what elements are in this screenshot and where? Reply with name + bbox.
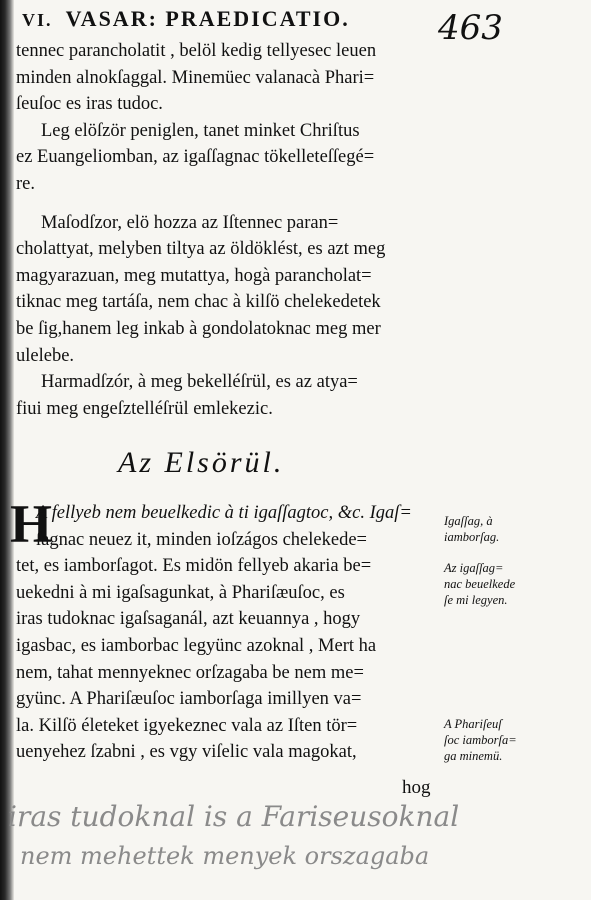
header-title: VASAR: PRAEDICATIO. bbox=[65, 6, 350, 31]
header-roman-numeral: VI. bbox=[22, 10, 53, 30]
text-line: ulelebe. bbox=[16, 345, 75, 366]
text-line: Leg elöſzör peniglen, tanet minket Chriſtus bbox=[41, 120, 360, 141]
text-line: be ſig,hanem leg inkab à gondolatoknac meg mer bbox=[16, 318, 381, 339]
text-line: tennec parancholatit , belöl kedig tellyesec leuen bbox=[16, 41, 377, 61]
text-line: magyarazuan, meg mutattya, hogà parancholat= bbox=[16, 265, 372, 286]
drop-capital: H bbox=[10, 494, 53, 554]
text-line: iras tudoknac igaſsaganál, azt keuannya , hogy bbox=[16, 609, 361, 630]
margin-note-line: iamborſag. bbox=[444, 530, 500, 544]
margin-note-line: ſe mi legyen. bbox=[444, 593, 508, 607]
text-line: la. Kilſö életeket igyekeznec vala az Iſten tör= bbox=[16, 715, 358, 736]
catchword: hog bbox=[402, 777, 431, 798]
text-line: nem, tahat mennyeknec orſzagaba be nem me= bbox=[16, 662, 364, 683]
text-line: gyünc. A Phariſæuſoc iamborſaga imillyen va= bbox=[16, 689, 362, 710]
text-line: uekedni à mi igaſsagunkat, à Phariſæuſoc, es bbox=[16, 582, 345, 603]
margin-note bbox=[444, 560, 564, 608]
text-line: Harmadſzór, à meg bekelléſrül, es az atya= bbox=[41, 372, 358, 393]
text-line: tiknac meg tartáſa, nem chac à kilſö chelekedetek bbox=[16, 292, 381, 313]
text-line: ſeuſoc es iras tudoc. bbox=[16, 94, 163, 115]
margin-note-line: A Phariſeuſ bbox=[444, 717, 502, 731]
running-header bbox=[22, 6, 492, 36]
text-line: Maſodſzor, elö hozza az Iſtennec paran= bbox=[41, 212, 339, 233]
text-line: ſagnac neuez it, minden ioſzágos chelekede= bbox=[36, 529, 367, 550]
text-line: cholattyat, melyben tiltya az öldöklést, es azt meg bbox=[16, 239, 386, 260]
margin-note-line: Az igaſſag= bbox=[444, 561, 504, 575]
page-number: 463 bbox=[438, 8, 503, 48]
section-heading: Az Elsörül. bbox=[118, 446, 285, 479]
text-line: A fellyeb nem beuelkedic à ti igaſſagtoc, &c. Igaſ= bbox=[36, 503, 412, 523]
handwritten-annotation: iras tudoknal is a Fariseusoknal bbox=[8, 800, 460, 833]
margin-note-line: Igaſſag, à bbox=[444, 514, 493, 528]
section-text-block bbox=[16, 500, 444, 766]
text-line: igasbac, es iamborbac legyünc azoknal , Mert ha bbox=[16, 635, 377, 656]
margin-note-line: ſoc iamborſa= bbox=[444, 733, 517, 747]
paragraph-gap bbox=[16, 198, 444, 210]
margin-note bbox=[444, 513, 564, 545]
binding-gutter-shadow bbox=[0, 0, 14, 900]
text-line: fiui meg engeſztelléſrül emlekezic. bbox=[16, 398, 273, 419]
text-line: re. bbox=[16, 173, 35, 194]
margin-note-line: ga minemü. bbox=[444, 749, 503, 763]
margin-note bbox=[444, 716, 564, 764]
text-line: ez Euangeliomban, az igaſſagnac tökelleteſſegé= bbox=[16, 147, 375, 168]
text-line: minden alnokſaggal. Minemüec valanacà Phari= bbox=[16, 67, 375, 88]
main-text-block bbox=[16, 38, 444, 422]
text-line: uenyehez ſzabni , es vgy viſelic vala magokat, bbox=[16, 742, 357, 763]
text-line: tet, es iamborſagot. Es midön fellyeb akaria be= bbox=[16, 556, 372, 577]
margin-note-line: nac beuelkede bbox=[444, 577, 516, 591]
handwritten-annotation: nem mehettek menyek orszagaba bbox=[20, 842, 430, 870]
